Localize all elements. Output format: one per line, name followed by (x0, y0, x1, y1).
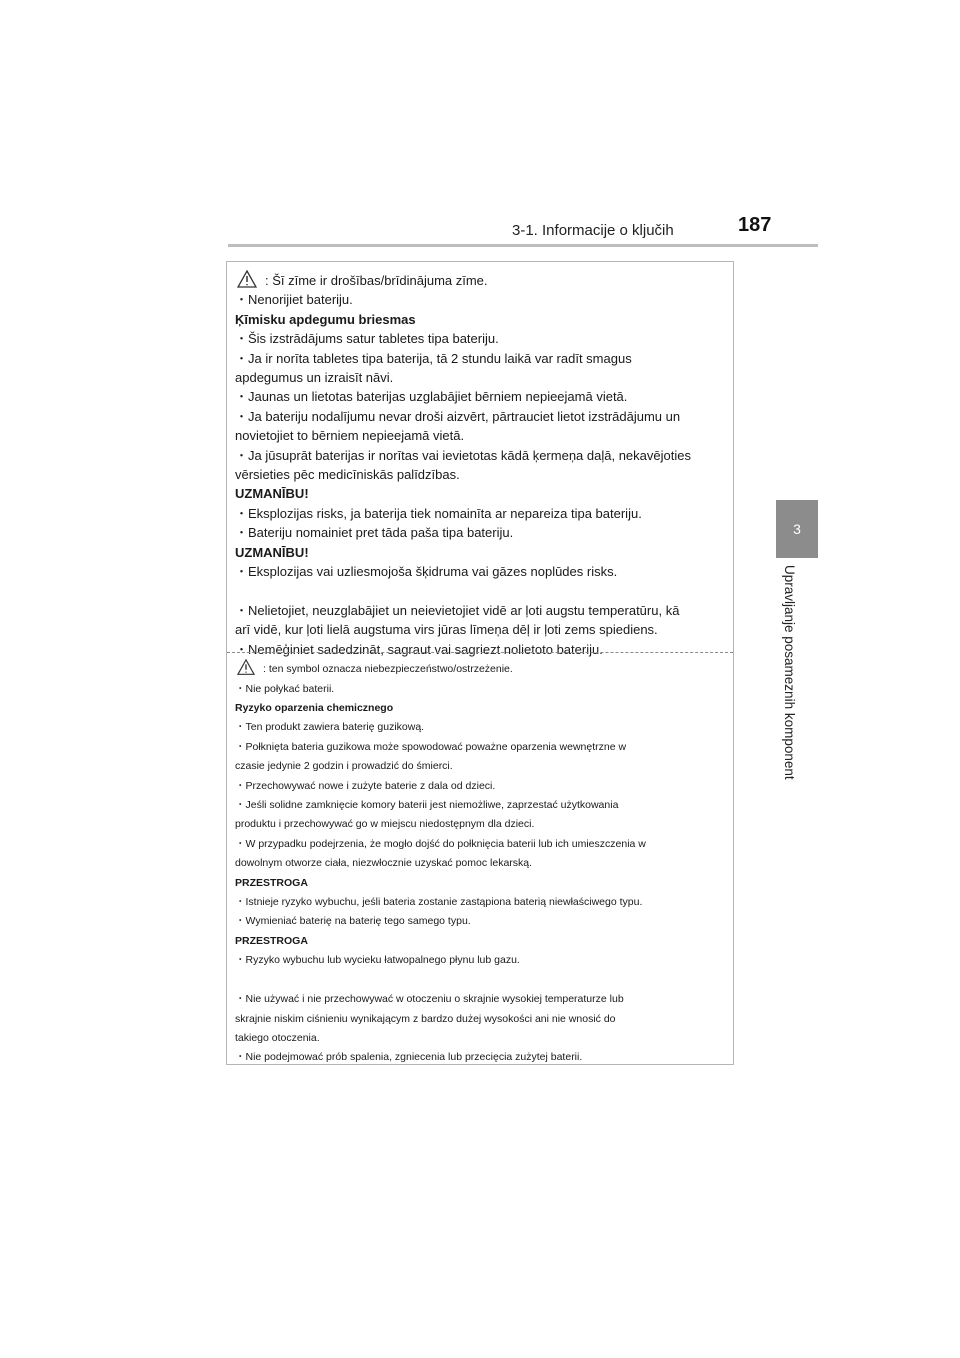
header-rule (228, 244, 818, 247)
heading-line: PRZESTROGA (235, 876, 308, 889)
text-line: dowolnym otworze ciała, niezwłocznie uzyskać pomoc lekarską. (235, 857, 533, 870)
text-line: ・Wymieniać baterię na baterię tego samego typu. (235, 915, 471, 928)
text-line: ・Połknięta bateria guzikowa może spowodować poważne oparzenia wewnętrzne w (235, 740, 627, 753)
battery-warning-box (226, 261, 734, 1065)
text-line: ・W przypadku podejrzenia, że mogło dojść do połknięcia baterii lub ich umieszczenia w (235, 837, 646, 850)
text-line: : ten symbol oznacza niebezpieczeństwo/ostrzeżenie. (235, 659, 725, 680)
text-line: vērsieties pēc medicīniskās palīdzības. (235, 467, 460, 483)
text-line: ・Ryzyko wybuchu lub wycieku łatwopalnego płynu lub gazu. (235, 954, 520, 967)
text-line: takiego otoczenia. (235, 1031, 320, 1044)
heading-line: UZMANĪBU! (235, 486, 309, 502)
heading-line: UZMANĪBU! (235, 544, 309, 560)
text-line: ・Przechowywać nowe i zużyte baterie z dala od dzieci. (235, 779, 496, 792)
text-line: ・Ja ir norīta tabletes tipa baterija, tā 2 stundu laikā var radīt smagus (235, 350, 632, 366)
text-line: ・Nie podejmować prób spalenia, zgniecenia lub przecięcia zużytej baterii. (235, 1051, 583, 1064)
text-line: ・Ten produkt zawiera baterię guzikową. (235, 721, 425, 734)
polish-warning-section (235, 659, 725, 1068)
chapter-title: Upravljanje posameznih komponent (782, 565, 797, 780)
heading-line: PRZESTROGA (235, 934, 308, 947)
text-line: ・Nie połykać baterii. (235, 682, 335, 695)
heading-line: Ryzyko oparzenia chemicznego (235, 702, 394, 714)
text-line (235, 971, 725, 990)
section-divider (227, 652, 733, 653)
text-line: ・Jeśli solidne zamknięcie komory baterii jest niemożliwe, zaprzestać użytkowania (235, 799, 619, 812)
text-line: apdegumus un izraisīt nāvi. (235, 370, 394, 386)
text-line: produktu i przechowywać go w miejscu niedostępnym dla dzieci. (235, 818, 535, 831)
text-line: ・Bateriju nomainiet pret tāda paša tipa bateriju. (235, 525, 514, 541)
text-line: ・Eksplozijas risks, ja baterija tiek nomainīta ar nepareiza tipa bateriju. (235, 505, 642, 521)
text-line: ・Nemēģiniet sadedzināt, sagraut vai sagriezt nolietoto bateriju. (235, 641, 603, 657)
warning-triangle-icon (237, 270, 257, 288)
latvian-warning-section (235, 270, 725, 659)
text-line: ・Nelietojiet, neuzglabājiet un neievietojiet vidē ar ļoti augstu temperatūru, kā (235, 602, 680, 618)
text-line: czasie jedynie 2 godzin i prowadzić do śmierci. (235, 760, 453, 773)
text-line: ・Eksplozijas vai uzliesmojoša šķidruma vai gāzes noplūdes risks. (235, 564, 618, 580)
text-line: ・Ja jūsuprāt baterijas ir norītas vai ievietotas kādā ķermeņa daļā, nekavējoties (235, 447, 691, 463)
warning-triangle-icon (237, 659, 255, 675)
text-line: ・Ja bateriju nodalījumu nevar droši aizvērt, pārtrauciet lietot izstrādājumu un (235, 408, 681, 424)
text-line: ・Istnieje ryzyko wybuchu, jeśli bateria zostanie zastąpiona baterią niewłaściwego typu. (235, 896, 643, 909)
page-number: 187 (738, 214, 772, 236)
text-line: skrajnie niskim ciśnieniu wynikającym z bardzo dużej wysokości ani nie wnosić do (235, 1012, 616, 1025)
text-line: ・Šis izstrādājums satur tabletes tipa bateriju. (235, 331, 499, 347)
heading-line: Ķīmisku apdegumu briesmas (235, 311, 416, 327)
chapter-tab: 3 (776, 500, 818, 558)
text-line: novietojiet to bērniem nepieejamā vietā. (235, 428, 465, 444)
text-line: : Šī zīme ir drošības/brīdinājuma zīme. (235, 270, 725, 290)
text-line: ・Jaunas un lietotas baterijas uzglabājiet bērniem nepieejamā vietā. (235, 389, 628, 405)
section-title: 3-1. Informacije o ključih (512, 222, 674, 239)
text-line: arī vidē, kur ļoti lielā augstuma virs jūras līmeņa dēļ ir ļoti zems spiediens. (235, 622, 658, 638)
text-line: ・Nie używać i nie przechowywać w otoczeniu o skrajnie wysokiej temperaturze lub (235, 993, 624, 1006)
text-line: ・Nenorijiet bateriju. (235, 292, 353, 308)
text-line (235, 582, 725, 601)
